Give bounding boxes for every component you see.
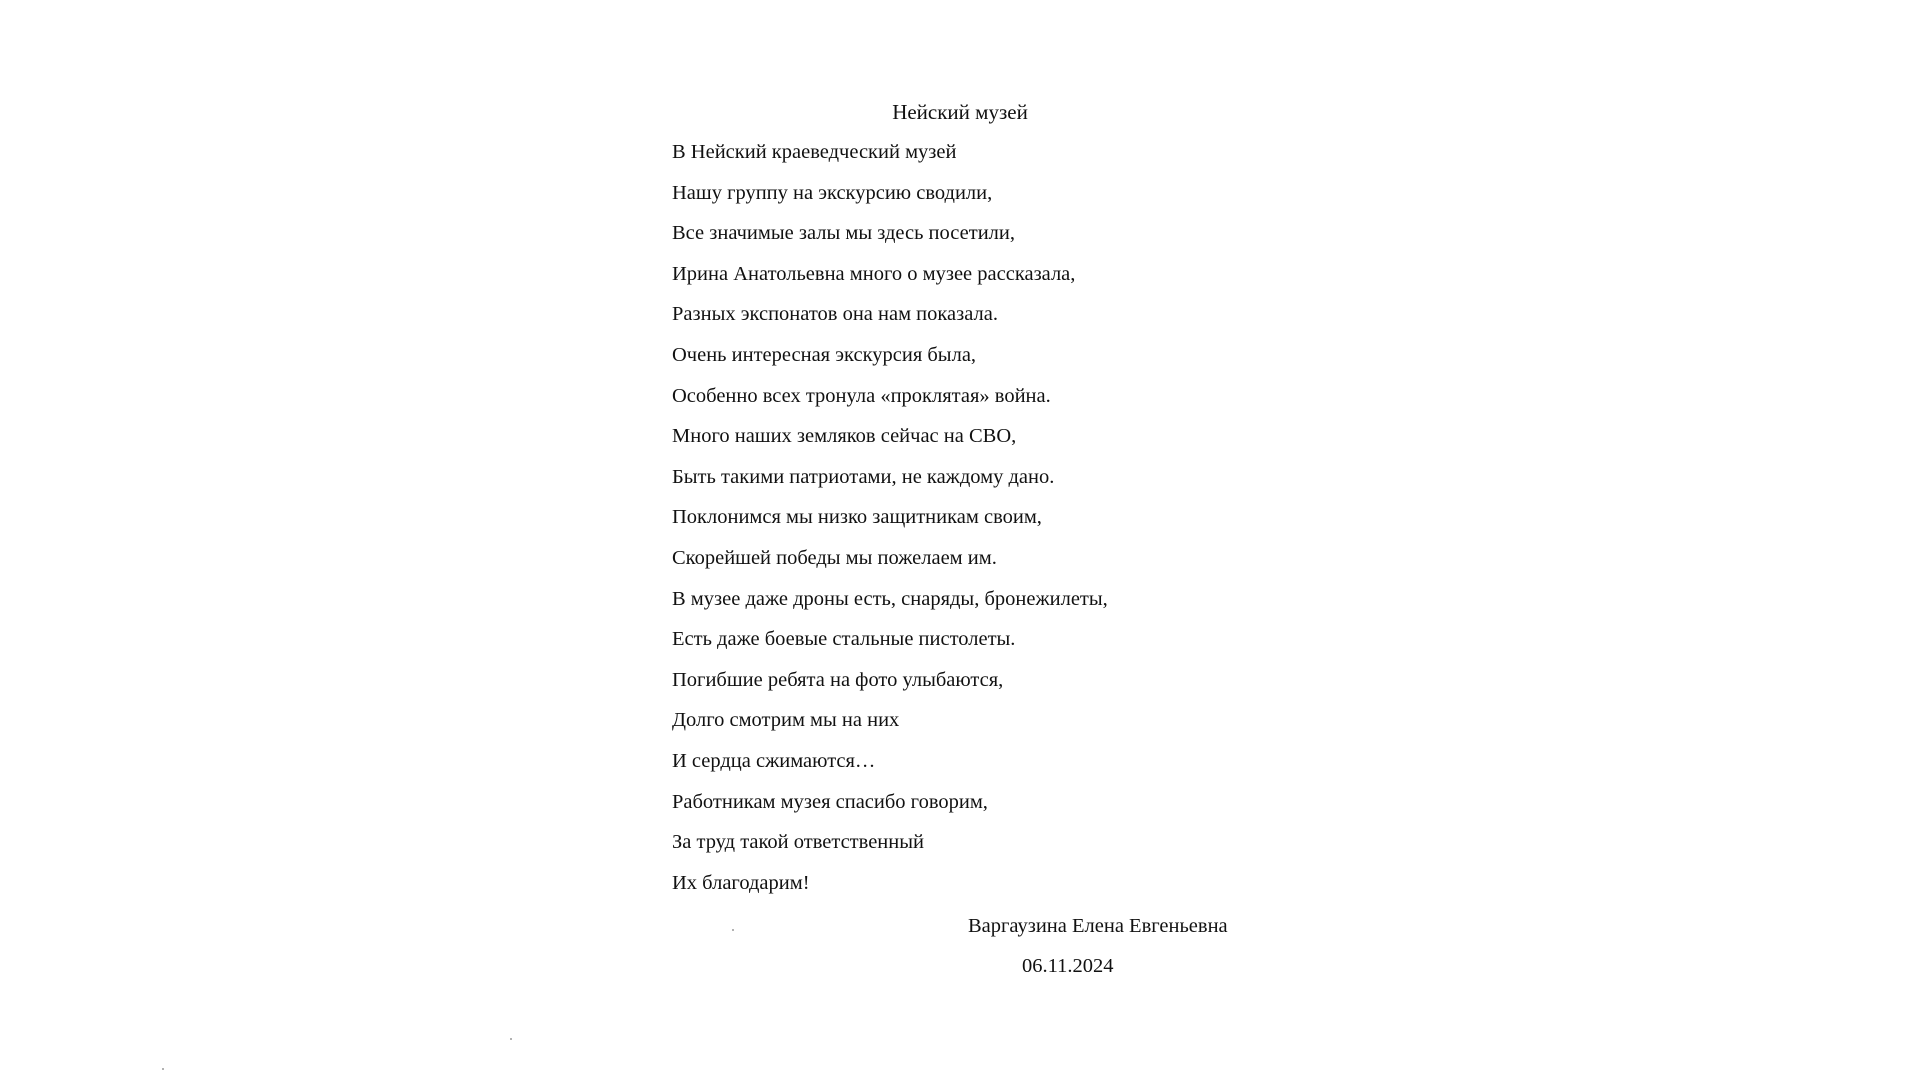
poem-line: Нашу группу на экскурсию сводили, <box>672 181 993 204</box>
poem-line: Много наших земляков сейчас на СВО, <box>672 425 1017 448</box>
poem-line: Поклонимся мы низко защитникам своим, <box>672 506 1042 529</box>
poem-line: За труд такой ответственный <box>672 831 924 854</box>
poem-line: Их благодарим! <box>672 871 810 894</box>
poem-line: Долго смотрим мы на них <box>672 709 900 732</box>
poem-line: Особенно всех тронула «проклятая» война. <box>672 384 1051 407</box>
scan-speck <box>162 1068 164 1070</box>
poem-line: Работникам музея спасибо говорим, <box>672 790 988 813</box>
poem-line: Очень интересная экскурсия была, <box>672 343 977 366</box>
poem-body <box>672 138 1108 909</box>
poem-line: Все значимые залы мы здесь посетили, <box>672 222 1015 245</box>
poem-line: Есть даже боевые стальные пистолеты. <box>672 628 1016 651</box>
scan-speck <box>732 929 734 931</box>
poem-line: В музее даже дроны есть, снаряды, бронежилеты, <box>672 587 1108 610</box>
poem-line: В Нейский краеведческий музей <box>672 141 957 163</box>
poem-line: Погибшие ребята на фото улыбаются, <box>672 668 1004 691</box>
poem-line: Быть такими патриотами, не каждому дано. <box>672 465 1055 488</box>
poem-line: И сердца сжимаются… <box>672 749 876 772</box>
document-title: Нейский музей <box>892 100 1028 124</box>
poem-line: Скорейшей победы мы пожелаем им. <box>672 546 997 569</box>
poem-line: Разных экспонатов она нам показала. <box>672 303 998 326</box>
author-name: Варгаузина Елена Евгеньевна <box>968 915 1228 937</box>
scan-speck <box>510 1038 512 1040</box>
poem-line: Ирина Анатольевна много о музее рассказала, <box>672 262 1076 285</box>
document-date: 06.11.2024 <box>1022 955 1114 977</box>
